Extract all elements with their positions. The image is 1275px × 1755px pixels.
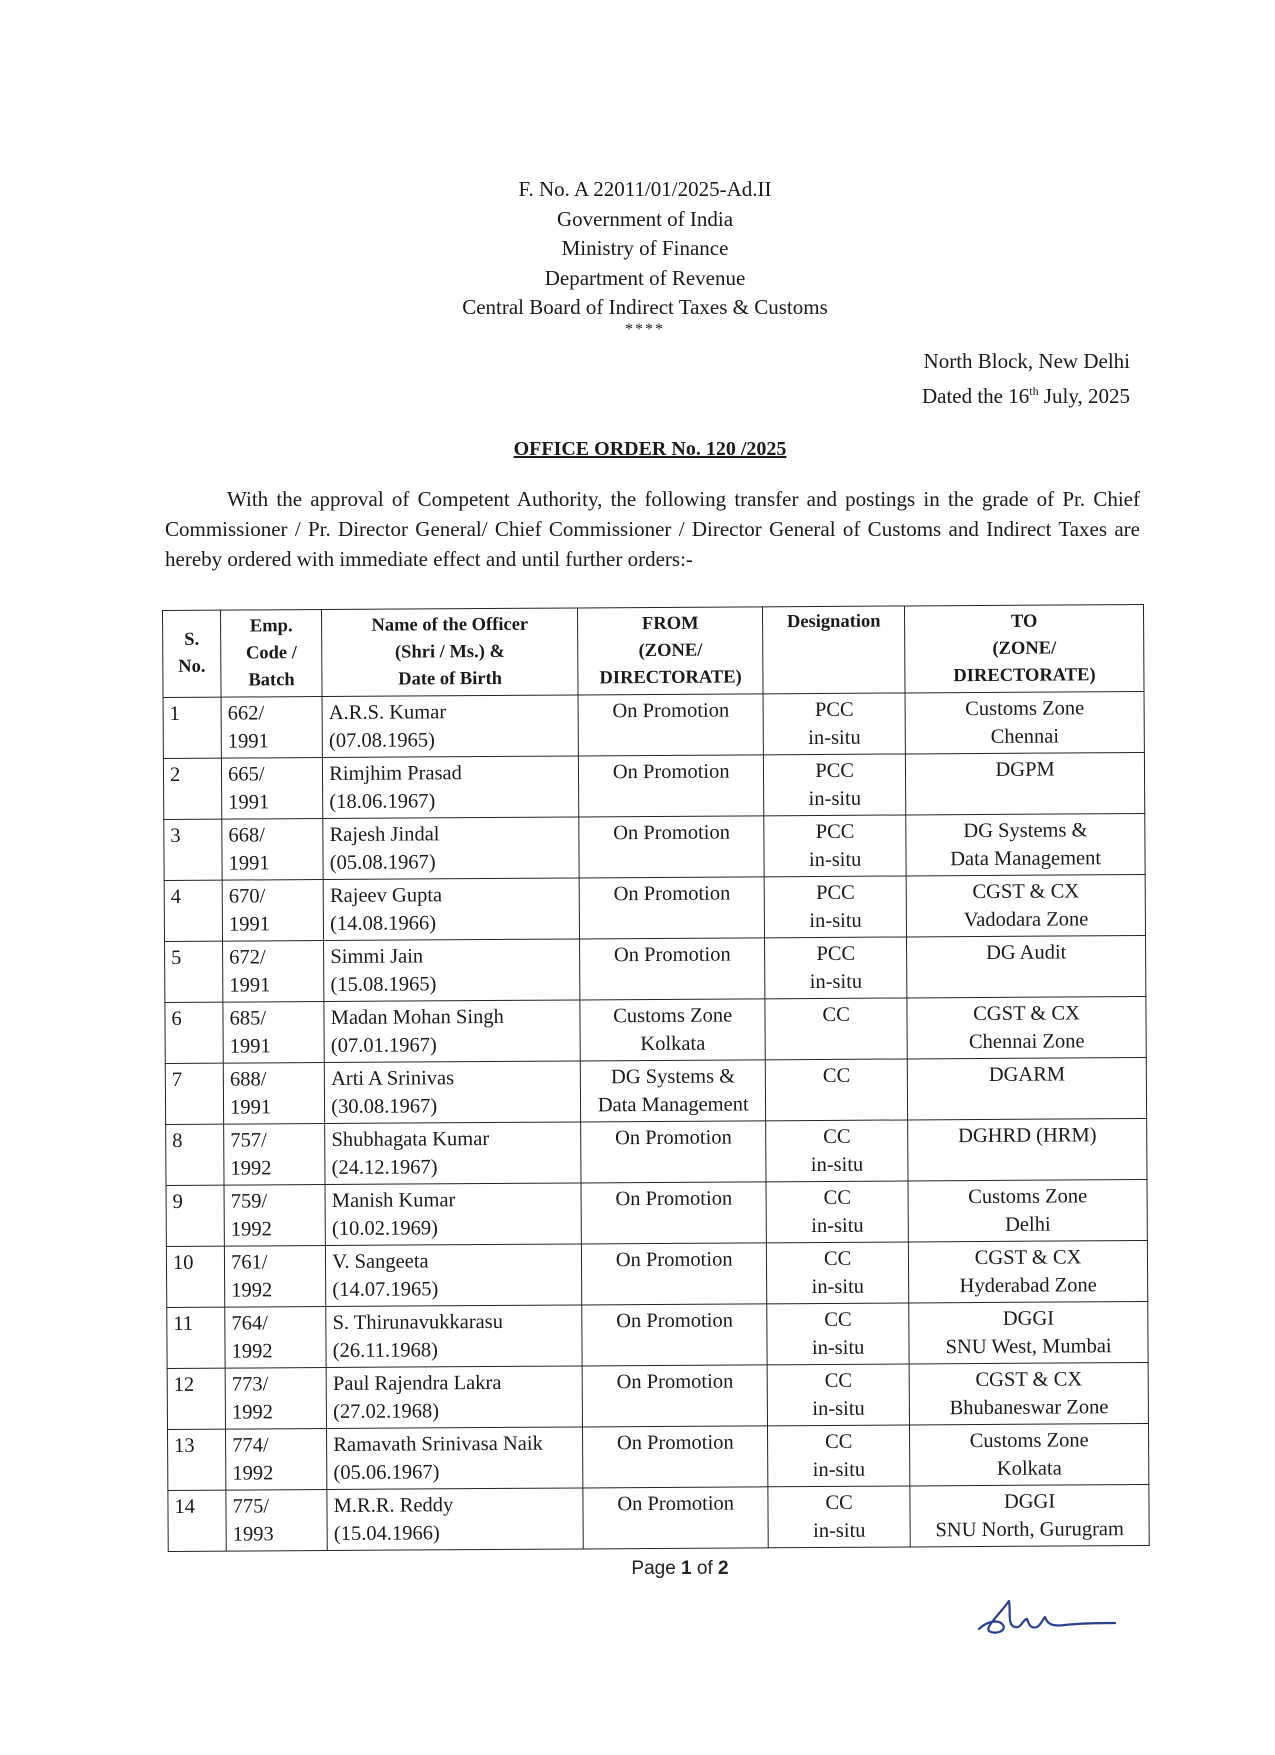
- cell-emp-code-code: 688/: [229, 1068, 267, 1091]
- cell-to: [910, 1423, 1149, 1485]
- cell-sno-sno: 13: [174, 1434, 195, 1457]
- header-sno: S. No.: [163, 610, 222, 697]
- cell-designation-des2: in-situ: [811, 1275, 865, 1299]
- cell-designation-des2: in-situ: [811, 1214, 864, 1238]
- cell-designation-des1: PCC: [815, 881, 855, 905]
- order-title: OFFICE ORDER No. 120 /2025: [513, 438, 787, 460]
- table-row: [166, 1118, 1147, 1185]
- cell-emp-code: [223, 941, 324, 1003]
- cell-designation: [768, 1486, 910, 1548]
- cell-from-from1: On Promotion: [616, 1309, 733, 1333]
- cell-emp-code-code: 764/: [231, 1312, 268, 1335]
- cell-from-from2: Data Management: [597, 1093, 749, 1117]
- cell-sno-sno: 12: [173, 1373, 195, 1396]
- cell-sno: [163, 758, 221, 819]
- cell-officer: [323, 878, 579, 941]
- cell-officer-dob: (27.02.1968): [333, 1400, 440, 1423]
- cell-officer-dob: (05.08.1967): [329, 851, 436, 874]
- cell-to: [910, 1484, 1149, 1546]
- cell-designation: [765, 998, 907, 1060]
- cell-officer-dob: (15.04.1966): [333, 1522, 440, 1545]
- cell-sno-sno: 1: [169, 702, 180, 725]
- cell-from: [578, 694, 763, 756]
- cell-to-to2: Data Management: [950, 847, 1102, 871]
- cell-sno: [168, 1490, 226, 1551]
- table-header-row: [163, 605, 1145, 698]
- cell-to-to1: Customs Zone: [965, 697, 1085, 721]
- cell-emp-code-batch: 1991: [229, 974, 271, 997]
- cell-designation-des1: PCC: [815, 820, 855, 844]
- cell-officer-name: Paul Rajendra Lakra: [332, 1371, 502, 1395]
- page-indicator: Page 1 of 2: [631, 1558, 729, 1579]
- cell-officer-dob: (15.08.1965): [330, 973, 437, 996]
- cell-sno: [165, 941, 223, 1002]
- cell-officer-name: Rimjhim Prasad: [329, 762, 462, 785]
- cell-officer-name: M.R.R. Reddy: [333, 1494, 454, 1517]
- cell-to-to2: Vadodara Zone: [963, 908, 1089, 932]
- cell-officer-name: V. Sangeeta: [332, 1250, 429, 1273]
- file-number: F. No. A 22011/01/2025-Ad.II: [518, 177, 772, 201]
- cell-sno-sno: 7: [171, 1068, 183, 1091]
- table-row: [163, 692, 1144, 759]
- location: North Block, New Delhi: [923, 349, 1130, 373]
- cell-designation: [766, 1181, 908, 1243]
- cell-emp-code-code: 757/: [230, 1129, 267, 1152]
- cell-to: [906, 753, 1145, 815]
- cell-to-to2: Chennai Zone: [968, 1030, 1085, 1054]
- cell-to: [906, 814, 1145, 876]
- cell-emp-code-code: 665/: [228, 763, 265, 786]
- cell-emp-code-code: 685/: [229, 1007, 267, 1030]
- cell-from-from1: On Promotion: [615, 1248, 733, 1272]
- cell-designation: [765, 937, 907, 999]
- cell-sno: [166, 1185, 224, 1246]
- signature-stroke: [979, 1601, 1115, 1633]
- cell-to: [909, 1301, 1148, 1363]
- cell-emp-code-batch: 1991: [229, 1035, 271, 1058]
- cell-to: [909, 1240, 1148, 1302]
- cell-emp-code-batch: 1991: [227, 730, 269, 753]
- cell-to-to2: SNU West, Mumbai: [945, 1335, 1112, 1359]
- page-bottom-margin: [0, 1655, 1275, 1755]
- cell-designation: [764, 754, 906, 816]
- header-officer-name: Name of the Officer (Shri / Ms.) & Date of Birth: [322, 608, 579, 697]
- table-row: [165, 935, 1146, 1002]
- cell-officer: [324, 1061, 580, 1124]
- cell-sno-sno: 9: [172, 1190, 183, 1213]
- current-page: 1: [681, 1558, 692, 1579]
- cell-designation: [767, 1364, 909, 1426]
- cell-officer: [326, 1244, 582, 1307]
- table-row: [164, 874, 1145, 941]
- cell-designation-des1: CC: [822, 1003, 850, 1026]
- cell-emp-code-batch: 1993: [232, 1523, 274, 1546]
- cell-to-to2: SNU North, Gurugram: [935, 1518, 1125, 1542]
- cell-sno-sno: 5: [171, 946, 182, 969]
- cell-emp-code-batch: 1991: [228, 791, 270, 814]
- cell-from: [579, 877, 764, 939]
- cell-designation-des2: in-situ: [808, 726, 861, 750]
- cell-from: [581, 1121, 766, 1183]
- cell-emp-code-batch: 1992: [231, 1401, 274, 1424]
- cell-emp-code: [221, 758, 322, 820]
- cell-officer-name: Ramavath Srinivasa Naik: [333, 1432, 543, 1456]
- department-line: Department of Revenue: [544, 265, 746, 290]
- cell-sno: [164, 880, 222, 941]
- date-ordinal: th: [1029, 384, 1039, 398]
- cell-designation: [764, 815, 906, 877]
- table-row: [167, 1362, 1148, 1429]
- cell-sno: [163, 697, 221, 758]
- cell-designation: [764, 876, 906, 938]
- cell-emp-code: [226, 1490, 327, 1552]
- cell-emp-code-batch: 1992: [231, 1340, 273, 1363]
- cell-designation-des1: CC: [824, 1369, 853, 1392]
- cell-designation-des2: in-situ: [811, 1336, 865, 1360]
- intro-paragraph: [165, 484, 1140, 574]
- cell-sno-sno: 6: [171, 1007, 182, 1030]
- cell-to: [908, 1118, 1147, 1180]
- cell-officer: [326, 1305, 582, 1368]
- cell-designation: [767, 1242, 909, 1304]
- cell-designation-des2: in-situ: [810, 1153, 864, 1177]
- cell-sno-sno: 2: [169, 763, 181, 786]
- cell-designation-des2: in-situ: [808, 848, 862, 872]
- cell-designation-des2: in-situ: [813, 1519, 866, 1543]
- table-row: [165, 996, 1146, 1063]
- cell-from-from1: Customs Zone: [613, 1004, 733, 1028]
- cell-to-to1: CGST & CX: [975, 1368, 1083, 1392]
- cell-to-to1: DGARM: [988, 1063, 1066, 1086]
- cell-to: [905, 692, 1144, 754]
- cell-emp-code: [222, 880, 323, 942]
- cell-emp-code-code: 670/: [228, 885, 266, 908]
- cell-sno: [166, 1124, 224, 1185]
- cell-designation-des2: in-situ: [809, 970, 863, 994]
- cell-emp-code: [225, 1368, 326, 1430]
- date-suffix: July, 2025: [1038, 384, 1130, 408]
- cell-designation-des1: CC: [825, 1430, 853, 1453]
- cell-from-from1: On Promotion: [613, 882, 731, 906]
- cell-to-to1: Customs Zone: [969, 1429, 1089, 1453]
- cell-designation-des1: CC: [823, 1186, 852, 1209]
- cell-from: [580, 999, 765, 1061]
- cell-designation-des1: PCC: [815, 759, 855, 783]
- cell-from-from2: Kolkata: [640, 1032, 706, 1056]
- table-row: [166, 1240, 1147, 1307]
- cell-from-from1: On Promotion: [613, 821, 730, 845]
- cell-officer: [327, 1488, 583, 1551]
- cell-to: [908, 1179, 1147, 1241]
- cell-emp-code-batch: 1991: [228, 852, 270, 875]
- cell-from: [579, 816, 764, 878]
- header-to: TO (ZONE/ DIRECTORATE): [905, 605, 1144, 693]
- cell-from-from1: On Promotion: [615, 1187, 733, 1211]
- cell-officer-name: A.R.S. Kumar: [328, 701, 447, 724]
- cell-officer-dob: (05.06.1967): [333, 1461, 440, 1484]
- cell-emp-code-batch: 1992: [230, 1157, 272, 1180]
- cell-from: [583, 1487, 768, 1549]
- cell-designation: [767, 1303, 909, 1365]
- table-row: [166, 1179, 1147, 1246]
- cell-to-to1: DG Systems &: [963, 819, 1088, 843]
- cell-emp-code-batch: 1992: [232, 1462, 274, 1485]
- cell-sno: [167, 1368, 225, 1429]
- table-row: [167, 1301, 1148, 1368]
- cell-sno-sno: 3: [170, 824, 181, 847]
- posting-table: [162, 604, 1150, 1552]
- cell-emp-code: [223, 1002, 324, 1064]
- cell-to-to2: Chennai: [990, 725, 1060, 748]
- cell-designation-des1: PCC: [816, 942, 856, 966]
- ministry-line: Ministry of Finance: [561, 236, 729, 260]
- cell-to-to1: DGGI: [1003, 1490, 1056, 1513]
- cell-emp-code-code: 668/: [228, 824, 265, 847]
- cell-designation: [763, 693, 905, 755]
- cell-designation-des2: in-situ: [812, 1397, 865, 1421]
- cell-designation-des1: CC: [823, 1125, 851, 1148]
- cell-emp-code-code: 672/: [229, 946, 266, 969]
- table-row: [168, 1484, 1149, 1551]
- cell-from-from1: DG Systems &: [610, 1065, 736, 1089]
- cell-officer: [322, 695, 578, 758]
- cell-from: [583, 1426, 768, 1488]
- cell-to-to2: Kolkata: [996, 1457, 1062, 1480]
- cell-to-to2: Bhubaneswar Zone: [949, 1396, 1109, 1420]
- cell-to: [907, 1057, 1146, 1119]
- cell-officer: [325, 1183, 581, 1246]
- cell-officer: [324, 1000, 580, 1063]
- cell-sno-sno: 11: [173, 1312, 194, 1335]
- cell-sno-sno: 8: [172, 1129, 183, 1152]
- cell-to-to1: DGGI: [1002, 1307, 1055, 1330]
- cell-officer-name: Rajesh Jindal: [329, 823, 440, 846]
- cell-designation-des1: CC: [824, 1308, 852, 1331]
- cell-officer-name: Madan Mohan Singh: [330, 1005, 504, 1029]
- table-body: [163, 692, 1149, 1552]
- cell-designation: [768, 1425, 910, 1487]
- cell-officer-dob: (24.12.1967): [331, 1156, 438, 1179]
- cell-emp-code-batch: 1991: [230, 1096, 272, 1119]
- cell-emp-code: [226, 1429, 327, 1491]
- cell-emp-code: [225, 1307, 326, 1369]
- cell-sno: [168, 1429, 226, 1490]
- government-line: Government of India: [556, 206, 734, 231]
- cell-emp-code-code: 773/: [231, 1373, 269, 1396]
- cell-emp-code-batch: 1992: [230, 1218, 272, 1241]
- cell-to-to1: Customs Zone: [968, 1185, 1088, 1209]
- cell-officer: [323, 756, 579, 819]
- date-prefix: Dated the 16: [921, 384, 1030, 408]
- cell-officer-dob: (14.07.1965): [332, 1278, 439, 1301]
- cell-designation: [765, 1059, 907, 1121]
- cell-from-from1: On Promotion: [616, 1370, 734, 1394]
- cell-designation-des1: CC: [823, 1247, 852, 1270]
- cell-to: [909, 1362, 1148, 1424]
- cell-sno-sno: 10: [172, 1251, 194, 1274]
- cell-from: [580, 938, 765, 1000]
- cell-emp-code: [224, 1185, 325, 1247]
- cell-to-to2: Delhi: [1005, 1213, 1051, 1236]
- cell-officer-name: S. Thirunavukkarasu: [332, 1310, 504, 1334]
- cell-to-to2: Hyderabad Zone: [959, 1274, 1097, 1298]
- header-from: FROM (ZONE/ DIRECTORATE): [578, 607, 764, 695]
- cell-designation-des2: in-situ: [809, 909, 862, 933]
- header-emp-code: Emp. Code / Batch: [221, 610, 323, 698]
- cell-from-from1: On Promotion: [617, 1492, 735, 1516]
- cell-officer: [324, 939, 580, 1002]
- date-line: [840, 376, 1130, 411]
- cell-to: [906, 874, 1145, 936]
- cell-emp-code-code: 774/: [232, 1434, 269, 1457]
- cell-to: [907, 935, 1146, 997]
- cell-officer-dob: (30.08.1967): [331, 1095, 438, 1118]
- cell-from: [582, 1365, 767, 1427]
- cell-to-to1: CGST & CX: [972, 880, 1080, 904]
- cell-sno: [165, 1063, 223, 1124]
- cell-designation-des2: in-situ: [808, 787, 862, 811]
- cell-designation-des2: in-situ: [812, 1458, 866, 1482]
- signature-scribble: [965, 1585, 1125, 1645]
- cell-from-from1: On Promotion: [616, 1431, 734, 1455]
- cell-officer-dob: (26.11.1968): [332, 1339, 438, 1362]
- cell-designation-des1: CC: [825, 1491, 853, 1514]
- cell-officer-dob: (10.02.1969): [331, 1217, 438, 1240]
- cell-emp-code: [224, 1246, 325, 1308]
- cell-officer-name: Simmi Jain: [330, 945, 424, 968]
- cell-to-to1: CGST & CX: [974, 1246, 1082, 1270]
- cell-emp-code: [223, 1063, 324, 1125]
- cell-sno: [164, 819, 222, 880]
- cell-from: [581, 1182, 766, 1244]
- cell-from: [579, 755, 764, 817]
- cell-officer: [326, 1366, 582, 1429]
- cell-emp-code-code: 662/: [227, 702, 265, 725]
- cell-emp-code-code: 761/: [230, 1251, 268, 1274]
- cell-from: [580, 1060, 765, 1122]
- header-designation: Designation: [763, 606, 906, 694]
- cell-emp-code-batch: 1991: [228, 913, 271, 936]
- separator-stars: ****: [625, 320, 665, 338]
- cell-from: [582, 1304, 767, 1366]
- cell-officer-dob: (18.06.1967): [329, 790, 436, 813]
- cell-officer-name: Manish Kumar: [331, 1189, 456, 1212]
- cell-officer-name: Shubhagata Kumar: [331, 1128, 490, 1151]
- cell-from-from1: On Promotion: [612, 760, 730, 784]
- letterhead: [300, 175, 990, 337]
- cell-sno-sno: 14: [174, 1495, 196, 1518]
- table-row: [168, 1423, 1149, 1490]
- cell-emp-code: [222, 819, 323, 881]
- cell-officer-name: Arti A Srinivas: [330, 1067, 455, 1090]
- cell-to-to1: CGST & CX: [973, 1002, 1080, 1026]
- cell-officer-dob: (07.01.1967): [330, 1034, 437, 1057]
- cell-emp-code-code: 759/: [230, 1190, 268, 1213]
- table-row: [164, 814, 1145, 881]
- table-row: [163, 753, 1144, 820]
- cell-to-to1: DG Audit: [985, 941, 1067, 964]
- intro-text: With the approval of Competent Authority, the following transfer and postings in the grade of Pr. Chief Commissioner / Pr. Director General/ Chief Commissioner / Director General of Customs and Indirect Taxes are hereby ordered with immediate effect and until further orders:-: [165, 487, 1140, 571]
- cell-emp-code-batch: 1992: [231, 1279, 273, 1302]
- cell-officer: [327, 1427, 583, 1490]
- cell-designation: [766, 1120, 908, 1182]
- cell-emp-code-code: 775/: [232, 1495, 270, 1518]
- cell-designation-des1: CC: [822, 1064, 851, 1087]
- cell-officer: [325, 1122, 581, 1185]
- cell-officer-name: Rajeev Gupta: [329, 884, 443, 907]
- cell-emp-code: [221, 697, 322, 759]
- cell-sno-sno: 4: [170, 885, 182, 908]
- board-line: Central Board of Indirect Taxes & Customs: [462, 295, 828, 319]
- cell-from-from1: On Promotion: [613, 943, 731, 967]
- total-pages: 2: [718, 1558, 729, 1579]
- cell-from: [582, 1243, 767, 1305]
- cell-sno: [165, 1002, 223, 1063]
- table-row: [165, 1057, 1146, 1124]
- cell-officer-dob: (14.08.1966): [330, 912, 437, 935]
- cell-to-to1: DGPM: [995, 758, 1055, 781]
- cell-sno: [167, 1307, 225, 1368]
- place-and-date: [840, 346, 1130, 411]
- cell-officer: [323, 817, 579, 880]
- cell-to-to1: DGHRD (HRM): [958, 1124, 1097, 1148]
- cell-sno: [166, 1246, 224, 1307]
- cell-from-from1: On Promotion: [612, 699, 730, 723]
- cell-from-from1: On Promotion: [614, 1126, 732, 1150]
- cell-officer-dob: (07.08.1965): [328, 729, 435, 752]
- cell-to: [907, 996, 1146, 1058]
- cell-emp-code: [224, 1124, 325, 1186]
- cell-designation-des1: PCC: [814, 698, 854, 722]
